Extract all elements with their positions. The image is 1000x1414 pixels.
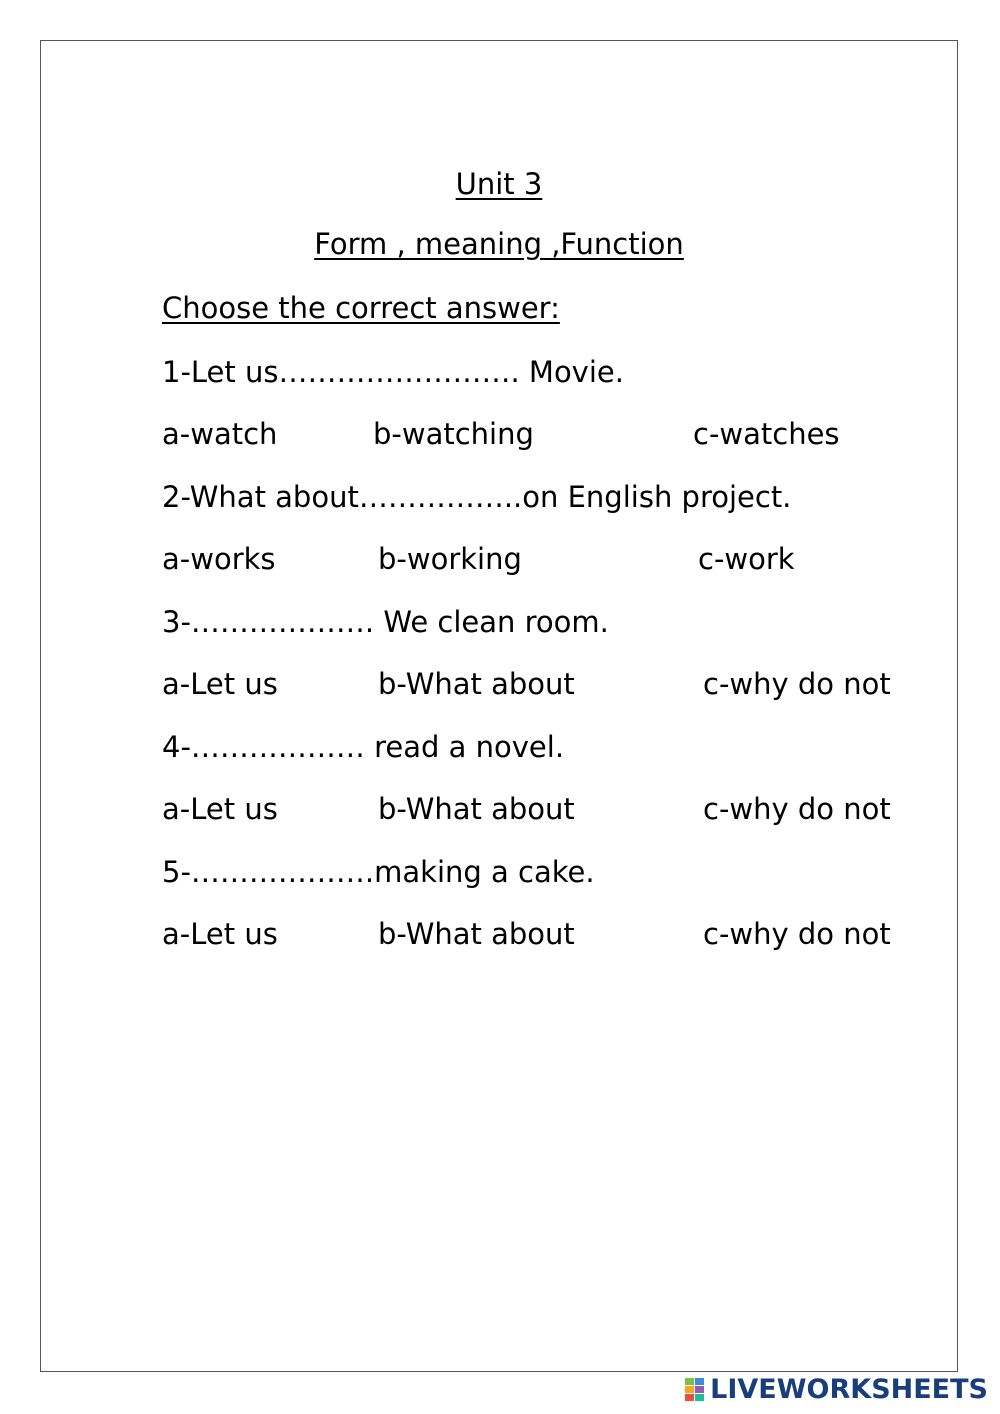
- question-2-option-b[interactable]: b-working: [378, 542, 522, 576]
- question-2-option-a[interactable]: a-works: [162, 542, 276, 576]
- question-5: 5-……………….making a cake.: [162, 855, 595, 889]
- question-1-option-c[interactable]: c-watches: [693, 417, 840, 451]
- unit-title: [41, 167, 957, 201]
- worksheet-subtitle-text: Form , meaning ,Function: [314, 227, 684, 261]
- instruction-text: Choose the correct answer:: [162, 291, 560, 325]
- question-3: 3-………………. We clean room.: [162, 605, 609, 639]
- liveworksheets-brand: [684, 1372, 988, 1406]
- question-4-option-a[interactable]: a-Let us: [162, 792, 278, 826]
- question-5-option-a[interactable]: a-Let us: [162, 917, 278, 951]
- question-3-option-a[interactable]: a-Let us: [162, 667, 278, 701]
- question-5-option-b[interactable]: b-What about: [378, 917, 575, 951]
- question-4: 4-……………… read a novel.: [162, 730, 565, 764]
- worksheet-subtitle: [41, 227, 957, 261]
- question-5-option-c[interactable]: c-why do not: [703, 917, 891, 951]
- question-3-option-c[interactable]: c-why do not: [703, 667, 891, 701]
- brand-name: LIVEWORKSHEETS: [710, 1373, 988, 1405]
- liveworksheets-logo-icon: [684, 1376, 706, 1402]
- question-4-option-b[interactable]: b-What about: [378, 792, 575, 826]
- question-1-option-a[interactable]: a-watch: [162, 417, 278, 451]
- question-3-option-b[interactable]: b-What about: [378, 667, 575, 701]
- worksheet-page: [40, 40, 958, 1372]
- question-1-option-b[interactable]: b-watching: [373, 417, 534, 451]
- question-2-option-c[interactable]: c-work: [698, 542, 795, 576]
- unit-title-text: Unit 3: [455, 167, 543, 201]
- question-1: 1-Let us……………………. Movie.: [162, 355, 624, 389]
- question-4-option-c[interactable]: c-why do not: [703, 792, 891, 826]
- question-2: 2-What about……………..on English project.: [162, 480, 792, 514]
